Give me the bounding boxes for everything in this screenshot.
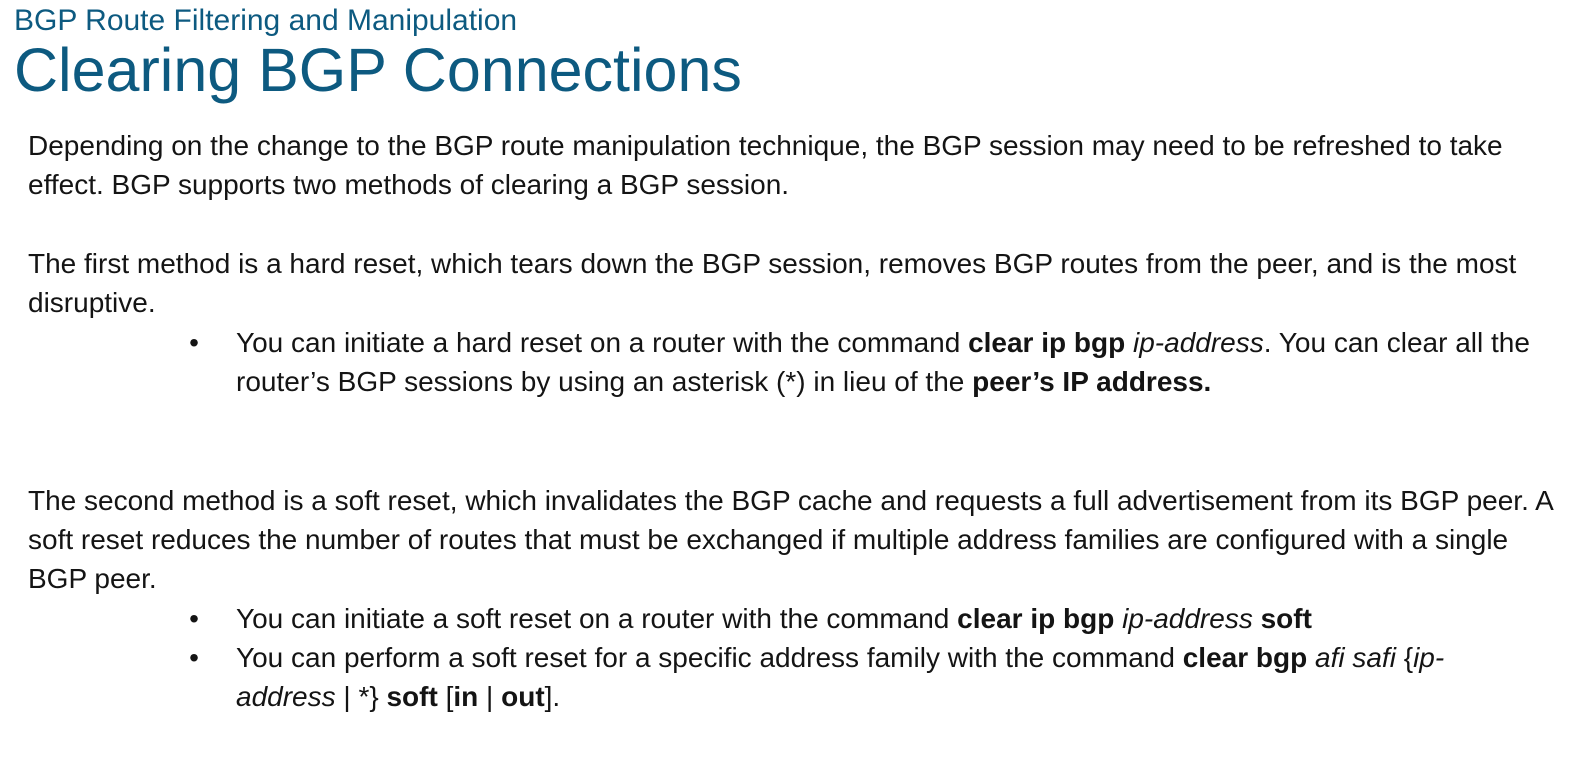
command-text: clear ip bgp (957, 603, 1115, 634)
argument-text: afi safi (1315, 642, 1396, 673)
keyword-text: soft (386, 681, 438, 712)
hard-reset-paragraph: The first method is a hard reset, which tears down the BGP session, removes BGP routes from the peer, and is the most disruptive. (28, 248, 1517, 318)
space-text (1125, 327, 1133, 358)
emphasis-text: peer’s IP address. (972, 366, 1212, 397)
syntax-text: [ (437, 681, 454, 712)
page-title: Clearing BGP Connections (14, 36, 742, 104)
space-text (1253, 603, 1261, 634)
hard-reset-bullet (0, 323, 1536, 401)
soft-reset-bullet-list (0, 599, 1582, 716)
bullet-icon: • (189, 603, 199, 634)
bullet-text: You can perform a soft reset for a specific address family with the command (236, 642, 1183, 673)
soft-reset-bullet (0, 599, 1536, 638)
keyword-text: in (453, 681, 479, 712)
argument-text: ip-address (1122, 603, 1253, 634)
keyword-text: soft (1260, 603, 1312, 634)
soft-reset-paragraph: The second method is a soft reset, which invalidates the BGP cache and requests a full advertisement from its BGP peer. A soft reset reduces the number of routes that must be exchanged if multiple address families are configured with a single BGP peer. (28, 485, 1553, 594)
syntax-text: ]. (544, 681, 561, 712)
keyword-text: out (501, 681, 545, 712)
bullet-text: You can initiate a soft reset on a router with the command (236, 603, 958, 634)
syntax-text: | (478, 681, 502, 712)
command-text: clear ip bgp (968, 327, 1126, 358)
hard-reset-bullet-list (0, 323, 1582, 401)
address-family-bullet (0, 638, 1536, 716)
space-text (1114, 603, 1122, 634)
bullet-icon: • (189, 642, 199, 673)
syntax-text: { (1395, 642, 1414, 673)
section-subtitle: BGP Route Filtering and Manipulation (14, 4, 518, 37)
argument-text: ip-address (1133, 327, 1264, 358)
command-text: clear bgp (1182, 642, 1308, 673)
bullet-text: . You can clear all the router’s BGP sessions by using an asterisk (*) in lieu of the (236, 327, 1530, 397)
space-text (1307, 642, 1315, 673)
intro-paragraph: Depending on the change to the BGP route manipulation technique, the BGP session may need to be refreshed to take effect. BGP supports two methods of clearing a BGP session. (28, 130, 1503, 200)
bullet-icon: • (189, 327, 199, 358)
bullet-text: You can initiate a hard reset on a router with the command (236, 327, 969, 358)
syntax-text: | *} (335, 681, 387, 712)
argument-text: ip-address (236, 642, 1445, 712)
